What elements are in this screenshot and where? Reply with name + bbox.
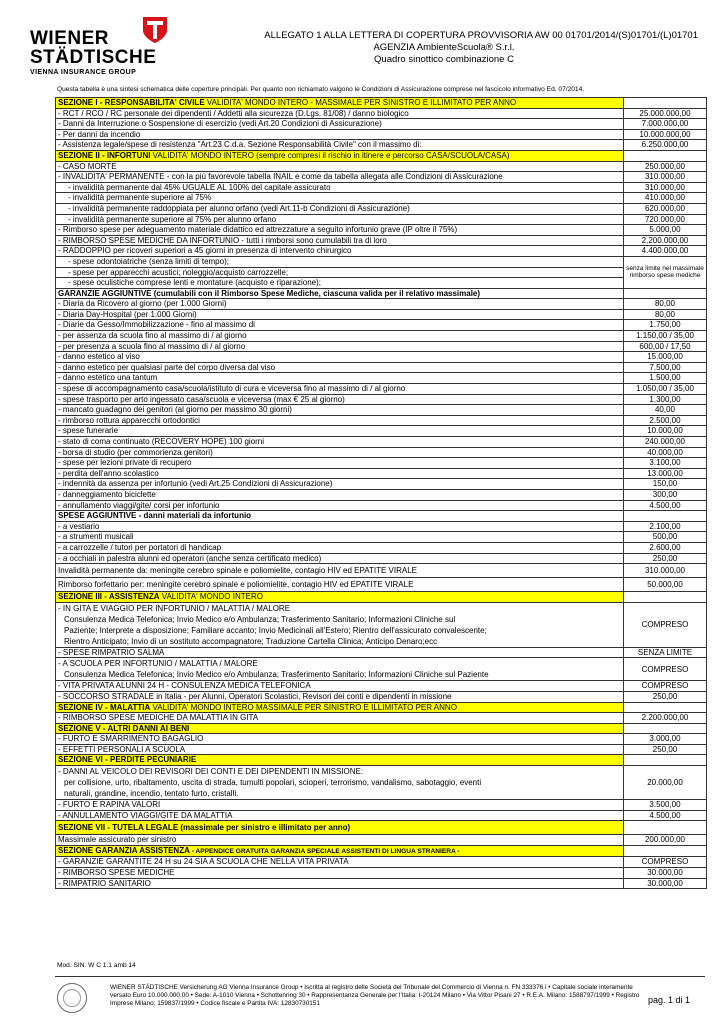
value-cell: 1.500,00 [624, 373, 707, 384]
table-row [56, 278, 707, 289]
description-cell: - EFFETTI PERSONALI A SCUOLA [56, 744, 624, 755]
table-row [56, 119, 707, 130]
description-cell: - Diaria da Ricovero al giorno (per 1.000 Giorni) [56, 299, 624, 310]
value-cell: 13.000,00 [624, 468, 707, 479]
table-row [56, 578, 707, 592]
description-cell: - DANNI AL VEICOLO DEI REVISORI DEI CONTI E DEI DIPENDENTI IN MISSIONE: per collisione, urto, ribaltamento, uscita di strada, tumulti popolari, scioperi, terrorismo, vandalismo, sabotaggio, eventi naturali, grandine, incendio, tentato furto, cristalli. [56, 766, 624, 800]
value-cell: COMPRESO [624, 602, 707, 647]
table-row [56, 320, 707, 331]
table-row [56, 542, 707, 553]
description-cell: - ANNULLAMENTO VIAGGI/GITE DA MALATTIA [56, 810, 624, 821]
description-cell: - SPESE RIMPATRIO SALMA [56, 647, 624, 658]
brand-name-line2: STÄDTISCHE [30, 47, 157, 68]
value-cell: 410.000,00 [624, 193, 707, 204]
table-row [56, 766, 707, 800]
description-cell: - indennità da assenza per infortunio (vedi Art.25 Condizioni di Assicurazione) [56, 479, 624, 490]
table-row [56, 479, 707, 490]
brand-tagline: VIENNA INSURANCE GROUP [30, 69, 137, 76]
header-subtitle: Quadro sinottico combinazione C [374, 54, 514, 65]
description-cell: SEZIONE IV - MALATTIA VALIDITA' MONDO INTERO MASSIMALE PER SINISTRO E ILLIMITATO PER ANNO [56, 702, 624, 713]
value-cell: 2.200.000,00 [624, 235, 707, 246]
value-cell [624, 511, 707, 522]
value-cell: 7.000.000,00 [624, 119, 707, 130]
description-cell: - IN GITA E VIAGGIO PER INFORTUNIO / MALATTIA / MALORE Consulenza Medica Telefonica; Invio Medico e/o Ambulanza; Trasferimento Sanitario; Informazioni Cliniche sul Paziente; Interprete a disposizione; Familiare accanto; Invio Medicinali all'Estero; Rientro dell'assicurato convalescente; Rientro Anticipato; Invio di un sostituto accompagnatore; Traduzione Cartella Clinica; Anticipo Denaro;ecc [56, 602, 624, 647]
value-cell: 310.000,00 [624, 172, 707, 183]
value-cell: 2.500,00 [624, 415, 707, 426]
description-cell: - spese trasporto per arto ingessato casa/scuola e viceversa (max € 25 al giorno) [56, 394, 624, 405]
value-cell [624, 723, 707, 734]
description-cell: - spese per apparecchi acustici; noleggio/acquisto carrozzelle; [56, 267, 624, 278]
coverage-table [55, 97, 707, 889]
value-cell: 2.600,00 [624, 542, 707, 553]
description-cell: - danno estetico al viso [56, 352, 624, 363]
value-cell: 250,00 [624, 744, 707, 755]
table-row [56, 172, 707, 183]
description-cell: - RIMPATRIO SANITARIO [56, 878, 624, 889]
description-cell: - A SCUOLA PER INFORTUNIO / MALATTIA / MALORE Consulenza Medica Telefonica; Invio Medico e/o Ambulanza; Trasferimento Sanitario; Informazioni Cliniche sul Paziente [56, 658, 624, 681]
description-cell: - spese per lezioni private di recupero [56, 458, 624, 469]
value-cell: 1.050,00 / 35,00 [624, 384, 707, 395]
value-cell: 620.000,00 [624, 203, 707, 214]
description-cell: - spese oculistiche comprese lenti e montature (acquisto e riparazione); [56, 278, 624, 289]
table-row [56, 235, 707, 246]
description-cell: - RIMBORSO SPESE MEDICHE DA MALATTIA IN GITA [56, 713, 624, 724]
table-row [56, 331, 707, 342]
group-header [56, 511, 707, 522]
value-cell: 6.250.000,00 [624, 140, 707, 151]
table-row [56, 647, 707, 658]
description-cell: Massimale assicurato per sinistro [56, 835, 624, 846]
table-row [56, 341, 707, 352]
header-agency: AGENZIA AmbienteScuola® S.r.l. [373, 42, 515, 53]
table-row [56, 532, 707, 543]
description-cell: - invalidità permanente raddoppiata per alunno orfano (vedi Art.11-b Condizioni di Assicurazione) [56, 203, 624, 214]
table-row [56, 835, 707, 846]
value-cell: 1.750,00 [624, 320, 707, 331]
description-cell: - invalidità permanente superiore al 75% per alunno orfano [56, 214, 624, 225]
table-row [56, 658, 707, 681]
value-cell: 3.000,00 [624, 734, 707, 745]
description-cell: - borsa di studio (per commorienza genitori) [56, 447, 624, 458]
table-row [56, 868, 707, 879]
table-row [56, 500, 707, 511]
description-cell: - a strumenti musicali [56, 532, 624, 543]
description-cell: - danno estetico per qualsiasi parte del corpo diversa dal viso [56, 362, 624, 373]
description-cell: - invalidità permanente superiore al 75% [56, 193, 624, 204]
header-title: ALLEGATO 1 ALLA LETTERA DI COPERTURA PROVVISORIA AW 00 01701/2014/(S)01701/(L)01701 [264, 30, 698, 41]
value-cell: 30.000,00 [624, 878, 707, 889]
description-cell: - mancato guadagno dei genitori (al giorno per massimo 30 giorni) [56, 405, 624, 416]
description-cell: - a carrozzelle / tutori per portatori di handicap [56, 542, 624, 553]
table-row [56, 553, 707, 564]
value-cell: COMPRESO [624, 857, 707, 868]
description-cell: - per assenza da scuola fino al massimo di / al giorno [56, 331, 624, 342]
value-cell: 2.200.000,00 [624, 713, 707, 724]
footer [55, 976, 705, 1007]
document-header [190, 30, 698, 66]
table-row [56, 384, 707, 395]
table-row [56, 309, 707, 320]
description-cell: SEZIONE III - ASSISTENZA VALIDITA' MONDO INTERO [56, 592, 624, 603]
certification-seal-icon [57, 983, 87, 1013]
table-row [56, 437, 707, 448]
table-row [56, 267, 707, 278]
description-cell: - Diarie da Gesso/Immobilizzazione - fino al massimo di [56, 320, 624, 331]
description-cell: - FURTO E SMARRIMENTO BAGAGLIO [56, 734, 624, 745]
table-row [56, 140, 707, 151]
value-cell: 2.100,00 [624, 521, 707, 532]
value-cell: 310.000,00 [624, 182, 707, 193]
value-cell [624, 592, 707, 603]
value-cell: 80,00 [624, 309, 707, 320]
value-cell: 4.400.000,00 [624, 246, 707, 257]
value-cell: 1.300,00 [624, 394, 707, 405]
table-row [56, 564, 707, 578]
description-cell: SEZIONE V - ALTRI DANNI AI BENI [56, 723, 624, 734]
group-header [56, 288, 707, 299]
description-cell: - Rimborso spese per adeguamento materiale didattico ed attrezzature a seguito infortunio grave (IP oltre il 75%) [56, 225, 624, 236]
value-cell [624, 821, 707, 835]
table-row [56, 602, 707, 647]
value-cell: 10.000.000,00 [624, 129, 707, 140]
table-row [56, 405, 707, 416]
table-row [56, 415, 707, 426]
table-row [56, 681, 707, 692]
description-cell: - INVALIDITA' PERMANENTE - con la più favorevole tabella INAIL e come da tabella allegata alle Condizioni di Assicurazione [56, 172, 624, 183]
table-row [56, 352, 707, 363]
description-cell: - CASO MORTE [56, 161, 624, 172]
description-cell: SEZIONE II - INFORTUNI VALIDITA' MONDO INTERO (sempre compresi il rischio in itinere e percorso CASA/SCUOLA/CASA) [56, 150, 624, 161]
table-row [56, 225, 707, 236]
value-cell: 25.000.000,00 [624, 108, 707, 119]
description-cell: - spese funerarie [56, 426, 624, 437]
description-cell: - VITA PRIVATA ALUNNI 24 H - CONSULENZA MEDICA TELEFONICA [56, 681, 624, 692]
table-row [56, 426, 707, 437]
value-cell: 500,00 [624, 532, 707, 543]
description-cell: - Per danni da incendio [56, 129, 624, 140]
description-cell: - RADDOPPIO per ricoveri superiori a 45 giorni in presenza di intervento chirurgico [56, 246, 624, 257]
value-cell: 3.500,00 [624, 800, 707, 811]
description-cell: SEZIONE I - RESPONSABILITA' CIVILE VALIDITA' MONDO INTERO - MASSIMALE PER SINISTRO E ILLIMITATO PER ANNO [56, 98, 624, 109]
table-row [56, 468, 707, 479]
section-header [56, 845, 707, 857]
description-cell: Invalidità permanente da: meningite cerebro spinale e poliomielite, contagio HIV ed EPATITE VIRALE [56, 564, 624, 578]
table-row [56, 129, 707, 140]
value-cell: 4.500,00 [624, 500, 707, 511]
table-row [56, 182, 707, 193]
description-cell: - per presenza a scuola fino al massimo di / al giorno [56, 341, 624, 352]
value-cell: 3.100,00 [624, 458, 707, 469]
description-cell: - invalidità permanente dal 45% UGUALE AL 100% del capitale assicurato [56, 182, 624, 193]
description-cell: SEZIONE VII - TUTELA LEGALE (massimale per sinistro e illimitato per anno) [56, 821, 624, 835]
value-cell: 310.000,00 [624, 564, 707, 578]
table-row [56, 299, 707, 310]
value-cell [624, 98, 707, 109]
section-header [56, 821, 707, 835]
value-cell: COMPRESO [624, 658, 707, 681]
company-logo [30, 16, 180, 78]
value-cell: 10.000,00 [624, 426, 707, 437]
value-cell: 600,00 / 17,50 [624, 341, 707, 352]
brand-name-line1: WIENER [30, 28, 109, 49]
value-cell: 150,00 [624, 479, 707, 490]
value-cell: 250.000,00 [624, 161, 707, 172]
value-cell: COMPRESO [624, 681, 707, 692]
shield-icon [142, 16, 168, 44]
description-cell: - a vestiario [56, 521, 624, 532]
value-cell: 50.000,00 [624, 578, 707, 592]
table-row [56, 256, 707, 267]
value-cell [624, 702, 707, 713]
value-cell [624, 288, 707, 299]
table-row [56, 394, 707, 405]
description-cell: GARANZIE AGGIUNTIVE (cumulabili con il Rimborso Spese Mediche, ciascuna valida per il relativo massimale) [56, 288, 624, 299]
value-cell [624, 845, 707, 857]
value-cell: 20.000,00 [624, 766, 707, 800]
description-cell: - Assistenza legale/spese di resistenza "Art.23 C.d.a. Sezione Responsabilità Civile" con il massimo di: [56, 140, 624, 151]
description-cell: SEZIONE GARANZIA ASSISTENZA - APPENDICE GRATUITA GARANZIA SPECIALE ASSISTENTI DI LINGUA STRANIERA - [56, 845, 624, 857]
description-cell: - RIMBORSO SPESE MEDICHE DA INFORTUNIO - tutti i rimborsi sono cumulabili tra di loro [56, 235, 624, 246]
value-cell [624, 755, 707, 766]
description-cell: - RCT / RCO / RC personale dei dipendenti / Addetti alla sicurezza (D.Lgs. 81/08) / danno biologico [56, 108, 624, 119]
description-cell: - a occhiali in palestra alunni ed operatori (anche senza certificato medico) [56, 553, 624, 564]
value-cell: senza limite nel massimale rimborso spese mediche [624, 256, 707, 288]
table-row [56, 193, 707, 204]
description-cell: - SOCCORSO STRADALE in Italia - per Alunni, Operatori Scolastici, Revisori dei conti e dipendenti in missione [56, 691, 624, 702]
table-row [56, 734, 707, 745]
legal-footer-text: WIENER STÄDTISCHE Versicherung AG Vienna Insurance Group • Iscritta al registro delle Società del Tribunale del Commercio di Vienna n. FN 333376 i • Capitale sociale interamente versato Euro 10.000.000,00 • Sede: A-1010 Vienna • Schottenring 30 • Rappresentanza Generale per l'Italia: I-20124 Milano • Via Vittor Pisani 27 • R.E.A. Milano: 1588797/1999 • Registro Imprese Milano: 159837/1999 • Codice fiscale e Partita IVA: 12830730151 [110, 984, 640, 1007]
value-cell: 40.000,00 [624, 447, 707, 458]
table-row [56, 521, 707, 532]
value-cell: 250,00 [624, 553, 707, 564]
value-cell: SENZA LIMITE [624, 647, 707, 658]
table-row [56, 800, 707, 811]
section-header [56, 755, 707, 766]
description-cell: - perdita dell'anno scolastico [56, 468, 624, 479]
table-row [56, 161, 707, 172]
value-cell: 200.000,00 [624, 835, 707, 846]
value-cell: 40,00 [624, 405, 707, 416]
table-row [56, 458, 707, 469]
table-row [56, 203, 707, 214]
value-cell: 240.000,00 [624, 437, 707, 448]
table-row [56, 857, 707, 868]
description-cell: - stato di coma continuato (RECOVERY HOPE) 100 giorni [56, 437, 624, 448]
section-header [56, 150, 707, 161]
value-cell [624, 150, 707, 161]
page-number: pag. 1 di 1 [648, 995, 691, 1005]
description-cell: SPESE AGGIUNTIVE - danni materiali da infortunio [56, 511, 624, 522]
table-row [56, 489, 707, 500]
description-cell: - danno estetico una tantum [56, 373, 624, 384]
value-cell: 80,00 [624, 299, 707, 310]
table-row [56, 373, 707, 384]
section-header [56, 592, 707, 603]
table-row [56, 362, 707, 373]
section-header [56, 723, 707, 734]
description-cell: - GARANZIE GARANTITE 24 H su 24 SIA A SCUOLA CHE NELLA VITA PRIVATA [56, 857, 624, 868]
table-row [56, 810, 707, 821]
value-cell: 720.000,00 [624, 214, 707, 225]
description-cell: - Danni da Interruzione o Sospensione di esercizio (vedi Art.20 Condizioni di Assicurazione) [56, 119, 624, 130]
table-row [56, 246, 707, 257]
table-row [56, 713, 707, 724]
section-header [56, 702, 707, 713]
description-cell: - rimborso rottura apparecchi ortodontici [56, 415, 624, 426]
value-cell: 30.000,00 [624, 868, 707, 879]
value-cell: 300,00 [624, 489, 707, 500]
section-header [56, 98, 707, 109]
description-cell: Rimborso forfettario per: meningite cerebro spinale e poliomielite, contagio HIV ed EPATITE VIRALE [56, 578, 624, 592]
value-cell: 4.500,00 [624, 810, 707, 821]
table-row [56, 447, 707, 458]
value-cell: 1.150,00 / 35,00 [624, 331, 707, 342]
table-row [56, 878, 707, 889]
description-cell: - danneggiamento biciclette [56, 489, 624, 500]
form-code: Mod. SIN. W C 1.1 amb 14 [57, 962, 136, 969]
intro-note: Questa tabella è una sintesi schematica delle coperture principali. Per quanto non richiamato valgono le Condizioni di Assicurazione comprese nel fascicolo informativo Ed. 07/2014. [57, 86, 585, 93]
description-cell: - RIMBORSO SPESE MEDICHE [56, 868, 624, 879]
table-row [56, 108, 707, 119]
description-cell: - FURTO E RAPINA VALORI [56, 800, 624, 811]
description-cell: - annullamento viaggi/gite/ corsi per infortunio [56, 500, 624, 511]
description-cell: - spese di accompagnamento casa/scuola/istituto di cura e viceversa fino al massimo di / al giorno [56, 384, 624, 395]
description-cell: - spese odontoiatriche (senza limiti di tempo); [56, 256, 624, 267]
table-row [56, 744, 707, 755]
value-cell: 7.500,00 [624, 362, 707, 373]
description-cell: - Diaria Day-Hospital (per 1.000 Giorni) [56, 309, 624, 320]
value-cell: 250,00 [624, 691, 707, 702]
description-cell: SEZIONE VI - PERDITE PECUNIARIE [56, 755, 624, 766]
value-cell: 5.000,00 [624, 225, 707, 236]
table-row [56, 691, 707, 702]
value-cell: 15.000,00 [624, 352, 707, 363]
table-row [56, 214, 707, 225]
